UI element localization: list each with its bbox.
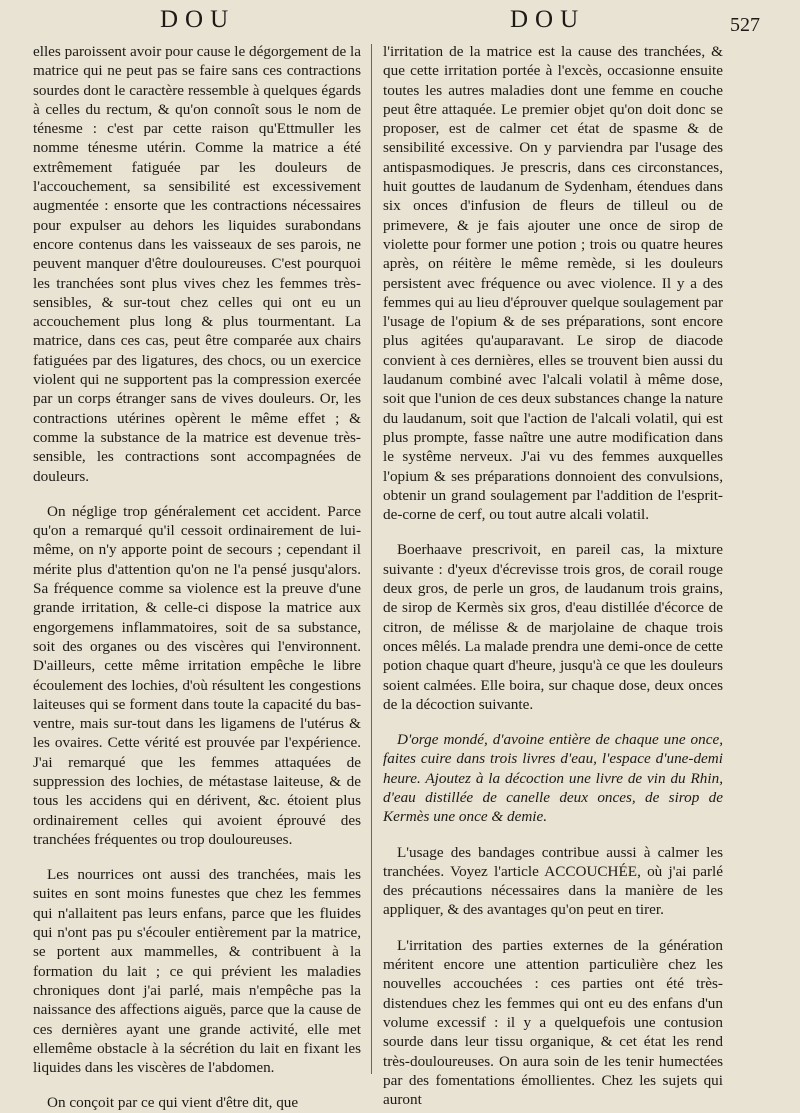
left-column: [33, 42, 361, 1113]
running-head-right: DOU: [510, 6, 586, 33]
paragraph: Les nourrices ont aussi des tranchées, mais les suites en sont moins funestes que chez les femmes qui n'allaitent pas leurs enfans, parce que les fluides qui n'ont pas pu s'écouler entièrement par la matrice, se portent aux mammelles, & contribuent à la formation du lait ; ce qui prévient les maladies chroniques dont j'ai parlé, mais n'empêche pas la naissance des affections aiguës, parce que la cause de ces dernières ayant une grande activité, elle met ellemême obstacle à la sécrétion du lait en fixant les liquides dans les viscères de l'abdomen.: [33, 866, 361, 1077]
running-head-left: DOU: [160, 6, 236, 33]
column-divider: [371, 44, 372, 1074]
paragraph: Boerhaave prescrivoit, en pareil cas, la mixture suivante : d'yeux d'écrevisse trois gros, de corail rouge deux gros, de perle un gros, de laudanum trois grains, de sirop de Kermès six gros, d'eau distillée d'écorce de citron, de mélisse & de marjolaine de chaque trois onces mêlés. La malade prendra une demi-once de cette potion chaque quart d'heure, jusqu'à ce que les douleurs soient calmées. Elle boira, sur chaque dose, deux onces de la décoction suivante.: [383, 541, 723, 713]
right-column: [383, 42, 723, 1109]
paragraph: On néglige trop généralement cet accident. Parce qu'on a remarqué qu'il cessoit ordinairement de lui-même, on n'y apporte point de secours ; cependant il mérite plus d'attention qu'on ne l'a pensé jusqu'alors. Sa fréquence comme sa violence est la preuve d'une grande irritation, & celle-ci dispose la matrice aux engorgemens inflammatoires, soit de sa substance, soit des organes ou des viscères qui l'environnent. D'ailleurs, cette même irritation empêche le libre écoulement des lochies, d'où résultent les congestions laiteuses qui se forment dans toute la capacité du bas-ventre, mais sur-tout dans les ligamens de l'utérus & les ovaires. Cette vérité est prouvée par l'expérience. J'ai remarqué que les femmes attaquées de suppression des lochies, de métastase laiteuse, & de tous les accidens qui en dérivent, &c. étoient plus ordinairement celles qui avoient éprouvé des tranchées fréquentes ou trop douloureuses.: [33, 502, 361, 848]
paragraph: On conçoit par ce qui vient d'être dit, que: [47, 1094, 299, 1112]
running-header: [0, 6, 800, 40]
paragraph: L'usage des bandages contribue aussi à calmer les tranchées. Voyez l'article ACCOUCHÉE, où j'ai parlé des précautions nécessaires dans la manière de les appliquer, & des avantages qu'on peut en tirer.: [383, 843, 723, 919]
page-number: 527: [730, 14, 760, 36]
paragraph: L'irritation des parties externes de la génération méritent encore une attention particulière chez les nouvelles accouchées : ces parties ont été très-distendues chez les femmes qui ont eu des enfans d'un volume excessif : il y a quelquefois une contusion sourde dans leur tissu organique, & cet état les rend très-douloureuses. On aura soin de les tenir humectées par des fomentations émollientes. Chez les sujets qui auront: [383, 936, 723, 1109]
paragraph: elles paroissent avoir pour cause le dégorgement de la matrice qui ne peut pas se faire sans ces contractions sourdes dont le caractère ressemble à quelques égards à celles du rectum, & qu'on connoît sous le nom de ténesme : c'est par cette raison qu'Ettmuller les nomme ténesme utérin. Comme la matrice a été extrêmement fatiguée par les douleurs de l'accouchement, sa sensibilité est excessivement augmentée : ensorte que les contractions nécessaires pour expulser au dehors les liquides surabondans encore contenus dans les vaisseaux de ses parois, ne peuvent manquer d'être douloureuses. C'est pourquoi les tranchées sont plus vives chez les femmes très-sensibles, & sur-tout chez celles qui ont eu un accouchement plus long & plus tourmentant. La matrice, dans ces cas, peut être comparée aux chairs fatiguées par des ligatures, des chocs, ou un exercice violent qui ne supportent pas la compression exercée par un corps étranger sans de vives douleurs. Or, les contractions utérines opèrent le même effet ; & comme la substance de la matrice est devenue très-sensible, les contractions sont accompagnées de douleurs.: [33, 43, 361, 485]
recipe-paragraph: D'orge mondé, d'avoine entière de chaque une once, faites cuire dans trois livres d'eau, l'espace d'une-demi heure. Ajoutez à la décoction une livre de vin du Rhin, d'eau distillée de canelle deux onces, de sirop de Kermès une once & demie.: [383, 731, 723, 826]
paragraph: l'irritation de la matrice est la cause des tranchées, & que cette irritation portée à l'excès, occasionne ensuite toutes les autres maladies dont une femme en couche peut être attaquée. Le premier objet qu'on doit donc se proposer, est de calmer cet état de spasme & de sensibilité excessive. On y parviendra par l'usage des antispasmodiques. Je prescris, dans ces circonstances, huit gouttes de laudanum de Sydenham, étendues dans six onces d'infusion de fleurs de tilleul ou de primevere, & je fais ajouter une once de sirop de violette pour former une potion ; trois ou quatre heures après, on réitère le même remède, si les douleurs persistent avec fréquence ou avec violence. Il y a des femmes qui au lieu d'éprouver quelque soulagement par l'usage de l'opium & de ses préparations, sont encore plus agitées qu'auparavant. Le sirop de diacode convient à ces dernières, elles se trouvent bien aussi du laudanum combiné avec l'alcali volatil à même dose, soit que l'union de ces deux substances change la nature du laudanum, soit que l'action de l'alcali volatil, qui est plus prompte, fasse naître une autre modification dans le systême nerveux. J'ai vu des femmes auxquelles l'opium & ses préparations donnoient des convulsions, obtenir un grand soulagement par l'addition de l'esprit-de-corne de cerf, ou tout autre alcali volatil.: [383, 43, 723, 524]
